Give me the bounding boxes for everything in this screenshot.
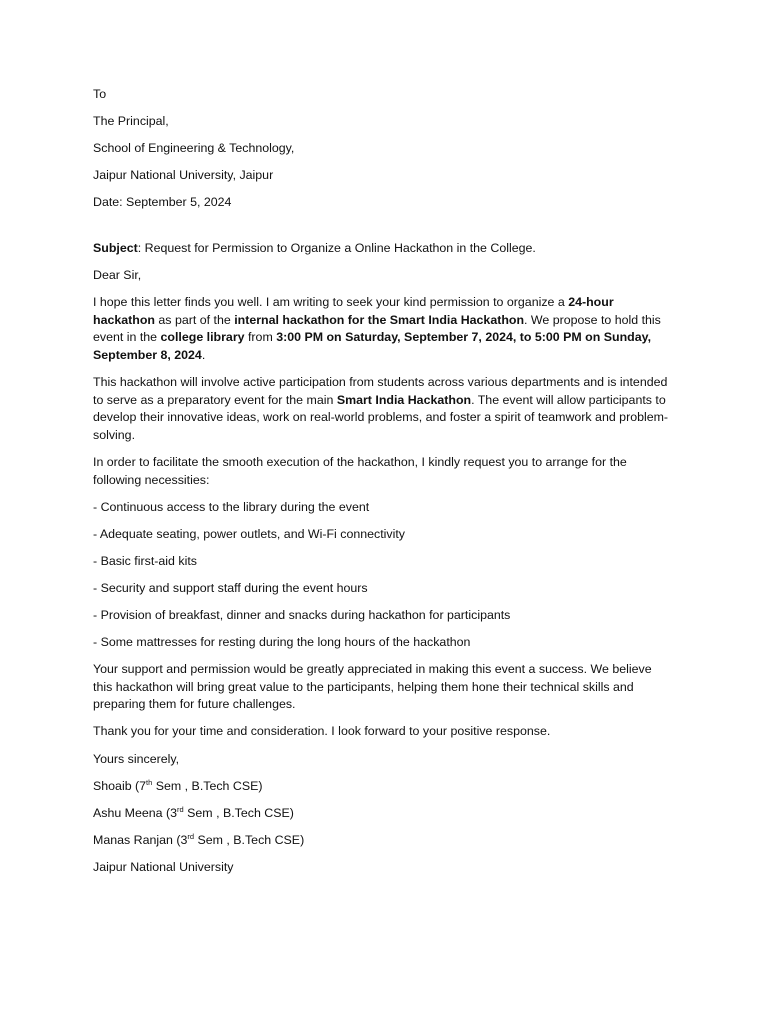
recipient-to: To — [93, 87, 107, 101]
recipient-title: The Principal, — [93, 114, 169, 129]
letter-body — [93, 86, 673, 886]
paragraph-text: as part of the — [154, 312, 235, 327]
paragraph-text: I hope this letter finds you well. I am writing to seek your kind permission to organize a — [93, 295, 569, 310]
paragraph-purpose — [93, 374, 673, 444]
list-item: - Adequate seating, power outlets, and Wi-Fi connectivity — [93, 526, 405, 541]
paragraph-text: . The event will allow participants to develop their innovative ideas, work on real-world problems, and foster a spirit of teamwork and problem-solving. — [93, 392, 669, 442]
signatory-name: Ashu Meena (3 — [93, 805, 178, 820]
subject-line — [93, 240, 673, 258]
list-item: - Continuous access to the library during the event — [93, 499, 370, 514]
institution: Jaipur National University — [93, 859, 234, 874]
paragraph-text: This hackathon will involve active participation from students across various departments and is intended to serve as a preparatory event for the main — [93, 375, 668, 407]
signatory — [93, 805, 673, 823]
list-item: - Some mattresses for resting during the long hours of the hackathon — [93, 635, 471, 650]
signatory — [93, 778, 673, 796]
salutation: Dear Sir, — [93, 268, 142, 283]
list-item: - Basic first-aid kits — [93, 553, 197, 568]
paragraph-text: from — [244, 330, 277, 345]
ordinal-suffix: rd — [177, 804, 184, 814]
signatory-details: Sem , B.Tech CSE) — [183, 805, 294, 820]
paragraph-support: Your support and permission would be greatly appreciated in making this event a success. We believe this hackathon will bring great value to the participants, helping them hone their technical skills and preparing them for future challenges. — [93, 662, 652, 712]
signatory — [93, 832, 673, 850]
list-item: - Security and support staff during the event hours — [93, 580, 368, 595]
recipient-university: Jaipur National University, Jaipur — [93, 168, 274, 183]
subject-text: : Request for Permission to Organize a Online Hackathon in the College. — [137, 240, 536, 255]
signatory-details: Sem , B.Tech CSE) — [152, 778, 263, 793]
ordinal-suffix: th — [146, 777, 153, 787]
paragraph-intro — [93, 294, 673, 364]
emphasis-duration: 24-hour hackathon — [93, 295, 614, 327]
signatory-name: Manas Ranjan (3 — [93, 832, 188, 847]
list-item: - Provision of breakfast, dinner and snacks during hackathon for participants — [93, 607, 511, 622]
paragraph-text: . — [201, 347, 206, 362]
emphasis-event: internal hackathon for the Smart India Hackathon — [234, 312, 525, 327]
paragraph-thanks: Thank you for your time and consideration. I look forward to your positive response. — [93, 724, 551, 739]
paragraph-request: In order to facilitate the smooth execution of the hackathon, I kindly request you to arrange for the following necessities: — [93, 454, 627, 487]
emphasis-schedule: 3:00 PM on Saturday, September 7, 2024, to 5:00 PM on Sunday, September 8, 2024 — [93, 330, 652, 362]
recipient-school: School of Engineering & Technology, — [93, 141, 295, 156]
signatory-details: Sem , B.Tech CSE) — [194, 832, 305, 847]
emphasis-sih: Smart India Hackathon — [336, 392, 472, 407]
signatory-name: Shoaib (7 — [93, 778, 147, 793]
paragraph-text: . We propose to hold this event in the — [93, 312, 661, 345]
subject-label: Subject — [93, 240, 138, 255]
emphasis-venue: college library — [160, 330, 245, 345]
closing: Yours sincerely, — [93, 751, 180, 766]
letter-date: Date: September 5, 2024 — [93, 195, 232, 210]
ordinal-suffix: rd — [187, 831, 195, 841]
